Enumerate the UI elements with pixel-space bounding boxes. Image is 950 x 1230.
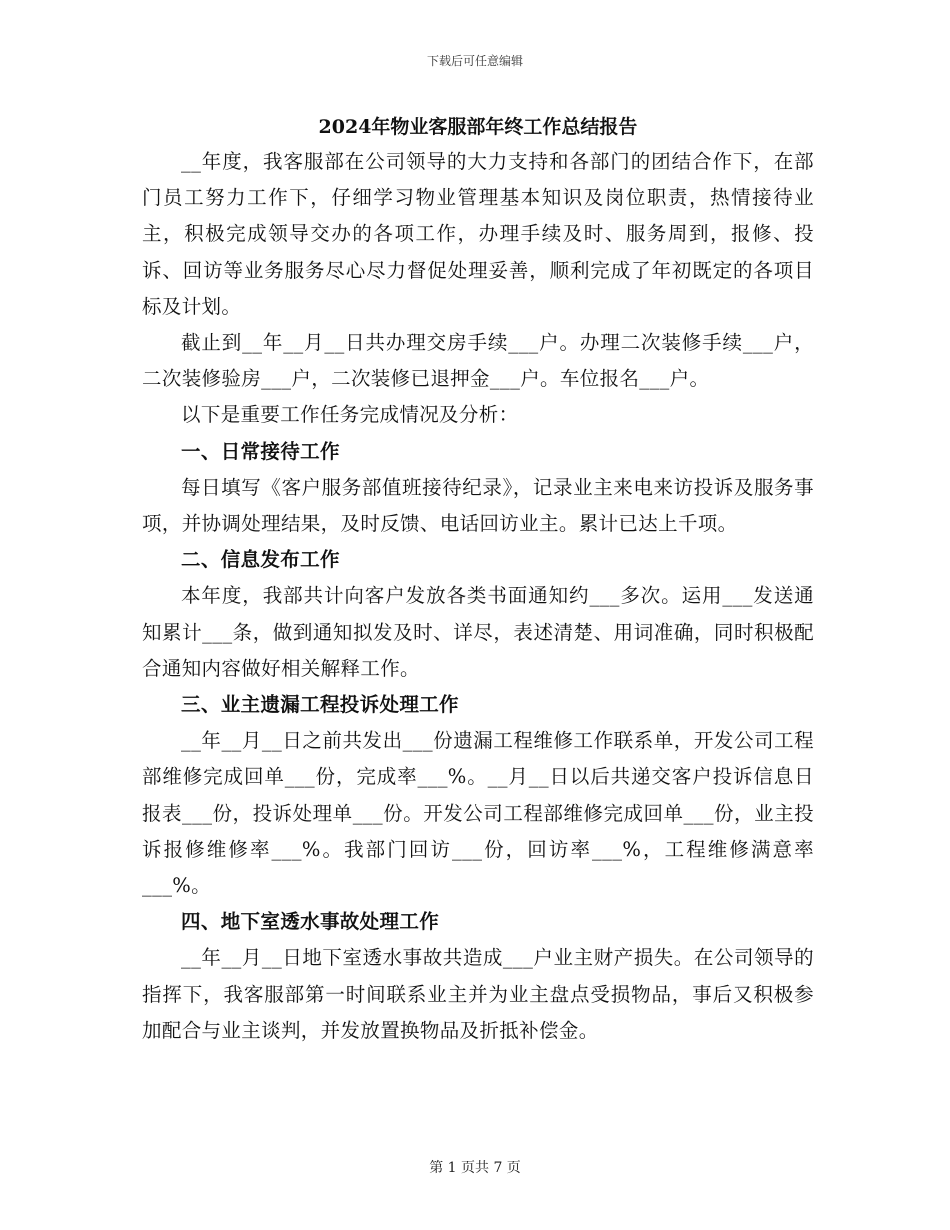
section-heading-notices: 二、信息发布工作 xyxy=(181,548,340,572)
document-body xyxy=(142,110,814,1049)
page-header: 下载后可任意编辑 xyxy=(426,54,523,68)
paragraph-notices: 本年度，我部共计向客户发放各类书面通知约___多次。运用___发送通知累计___条，做到通知拟发及时、详尽，表述清楚、用词准确，同时积极配合通知内容做好相关解释工作。 xyxy=(142,584,814,680)
paragraph-reception: 每日填写《客户服务部值班接待纪录》，记录业主来电来访投诉及服务事项，并协调处理结果，及时反馈、电话回访业主。累计已达上千项。 xyxy=(142,475,814,536)
paragraph-statistics: 截止到__年__月__日共办理交房手续___户。办理二次装修手续___户，二次装修验房___户，二次装修已退押金___户。车位报名___户。 xyxy=(142,331,814,391)
document-title: 2024年物业客服部年终工作总结报告 xyxy=(318,116,638,138)
paragraph-basement: __年__月__日地下室透水事故共造成___户业主财产损失。在公司领导的指挥下，我客服部第一时间联系业主并为业主盘点受损物品，事后又积极参加配合与业主谈判，并发放置换物品及折抵补偿金。 xyxy=(142,946,814,1042)
paragraph-overview: 以下是重要工作任务完成情况及分析： xyxy=(181,403,519,427)
section-heading-reception: 一、日常接待工作 xyxy=(181,439,340,463)
paragraph-intro: __年度，我客服部在公司领导的大力支持和各部门的团结合作下，在部门员工努力工作下，仔细学习物业管理基本知识及岗位职责，热情接待业主，积极完成领导交办的各项工作，办理手续及时、服务周到，报修、投诉、回访等业务服务尽心尽力督促处理妥善，顺利完成了年初既定的各项目标及计划。 xyxy=(142,150,814,318)
section-heading-basement: 四、地下室透水事故处理工作 xyxy=(181,910,440,934)
paragraph-complaints: __年__月__日之前共发出___份遗漏工程维修工作联系单，开发公司工程部维修完成回单___份，完成率___%。__月__日以后共递交客户投诉信息日报表___份，投诉处理单___份。开发公司工程部维修完成回单___份，业主投诉报修维修率___%。我部门回访___份，回访率___%，工程维修满意率___%。 xyxy=(142,729,814,898)
section-heading-complaints: 三、业主遗漏工程投诉处理工作 xyxy=(181,693,459,717)
page-footer: 第 1 页共 7 页 xyxy=(429,1160,521,1176)
